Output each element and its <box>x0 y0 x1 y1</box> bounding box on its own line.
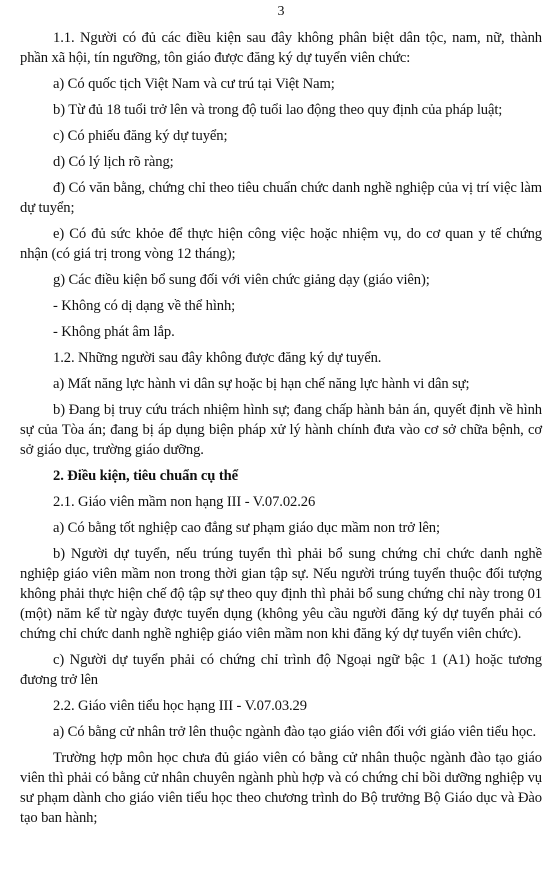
section-heading-2: 2. Điều kiện, tiêu chuẩn cụ thể <box>53 468 239 484</box>
paragraph-1-1: 1.1. Người có đủ các điều kiện sau đây không phân biệt dân tộc, nam, nữ, thành phần xã hội, tín ngưỡng, tôn giáo được đăng ký dự tuyển viên chức: <box>20 30 542 66</box>
paragraph-2-1-b: b) Người dự tuyển, nếu trúng tuyển thì phải bổ sung chứng chỉ chức danh nghề nghiệp giáo viên mầm non trong thời gian tập sự. Nếu người trúng tuyển thuộc đối tượng không phải thực hiện chế độ tập sự theo quy định thì phải bổ sung chứng chỉ này trong 01 (một) năm kể từ ngày được tuyển dụng (không yêu cầu người đăng ký dự tuyển phải có chứng chỉ chức danh nghề nghiệp giáo viên mầm non khi đăng ký dự tuyển viên chức). <box>20 546 542 642</box>
bullet-no-stutter: - Không phát âm lắp. <box>53 324 175 340</box>
paragraph-1-1-b: b) Từ đủ 18 tuổi trở lên và trong độ tuổi lao động theo quy định của pháp luật; <box>53 102 503 118</box>
paragraph-2-2: 2.2. Giáo viên tiểu học hạng III - V.07.03.29 <box>53 698 307 714</box>
paragraph-2-2-exception: Trường hợp môn học chưa đủ giáo viên có bằng cử nhân thuộc ngành đào tạo giáo viên thì phải có bằng cử nhân chuyên ngành phù hợp và có chứng chỉ bồi dưỡng nghiệp vụ sư phạm dành cho giáo viên tiểu học theo chương trình do Bộ trưởng Bộ Giáo dục và Đào tạo ban hành; <box>20 750 542 826</box>
paragraph-1-1-g: g) Các điều kiện bổ sung đối với viên chức giảng dạy (giáo viên); <box>53 272 430 288</box>
paragraph-1-2-a: a) Mất năng lực hành vi dân sự hoặc bị hạn chế năng lực hành vi dân sự; <box>53 376 470 392</box>
paragraph-2-2-a: a) Có bằng cử nhân trở lên thuộc ngành đào tạo giáo viên đối với giáo viên tiểu học. <box>53 724 537 740</box>
paragraph-2-1-c: c) Người dự tuyển phải có chứng chỉ trình độ Ngoại ngữ bậc 1 (A1) hoặc tương đương trở lên <box>20 652 542 688</box>
bullet-no-deformity: - Không có dị dạng về thể hình; <box>53 298 236 314</box>
paragraph-1-1-e: e) Có đủ sức khỏe để thực hiện công việc hoặc nhiệm vụ, do cơ quan y tế chứng nhận (có giá trị trong vòng 12 tháng); <box>20 226 542 262</box>
paragraph-1-2: 1.2. Những người sau đây không được đăng ký dự tuyển. <box>53 350 382 366</box>
paragraph-1-2-b: b) Đang bị truy cứu trách nhiệm hình sự; đang chấp hành bản án, quyết định về hình sự của Tòa án; đang bị áp dụng biện pháp xử lý hành chính đưa vào cơ sở chữa bệnh, cơ sở giáo dục, trường giáo dưỡng. <box>20 402 542 458</box>
paragraph-1-1-a: a) Có quốc tịch Việt Nam và cư trú tại Việt Nam; <box>53 76 335 92</box>
paragraph-2-1: 2.1. Giáo viên mầm non hạng III - V.07.02.26 <box>53 494 316 510</box>
page-number: 3 <box>277 4 285 19</box>
paragraph-1-1-dd: đ) Có văn bằng, chứng chỉ theo tiêu chuẩn chức danh nghề nghiệp của vị trí việc làm dự tuyển; <box>20 180 542 216</box>
paragraph-1-1-d: d) Có lý lịch rõ ràng; <box>53 154 174 170</box>
paragraph-2-1-a: a) Có bằng tốt nghiệp cao đẳng sư phạm giáo dục mầm non trở lên; <box>53 520 440 536</box>
paragraph-1-1-c: c) Có phiếu đăng ký dự tuyển; <box>53 128 228 144</box>
